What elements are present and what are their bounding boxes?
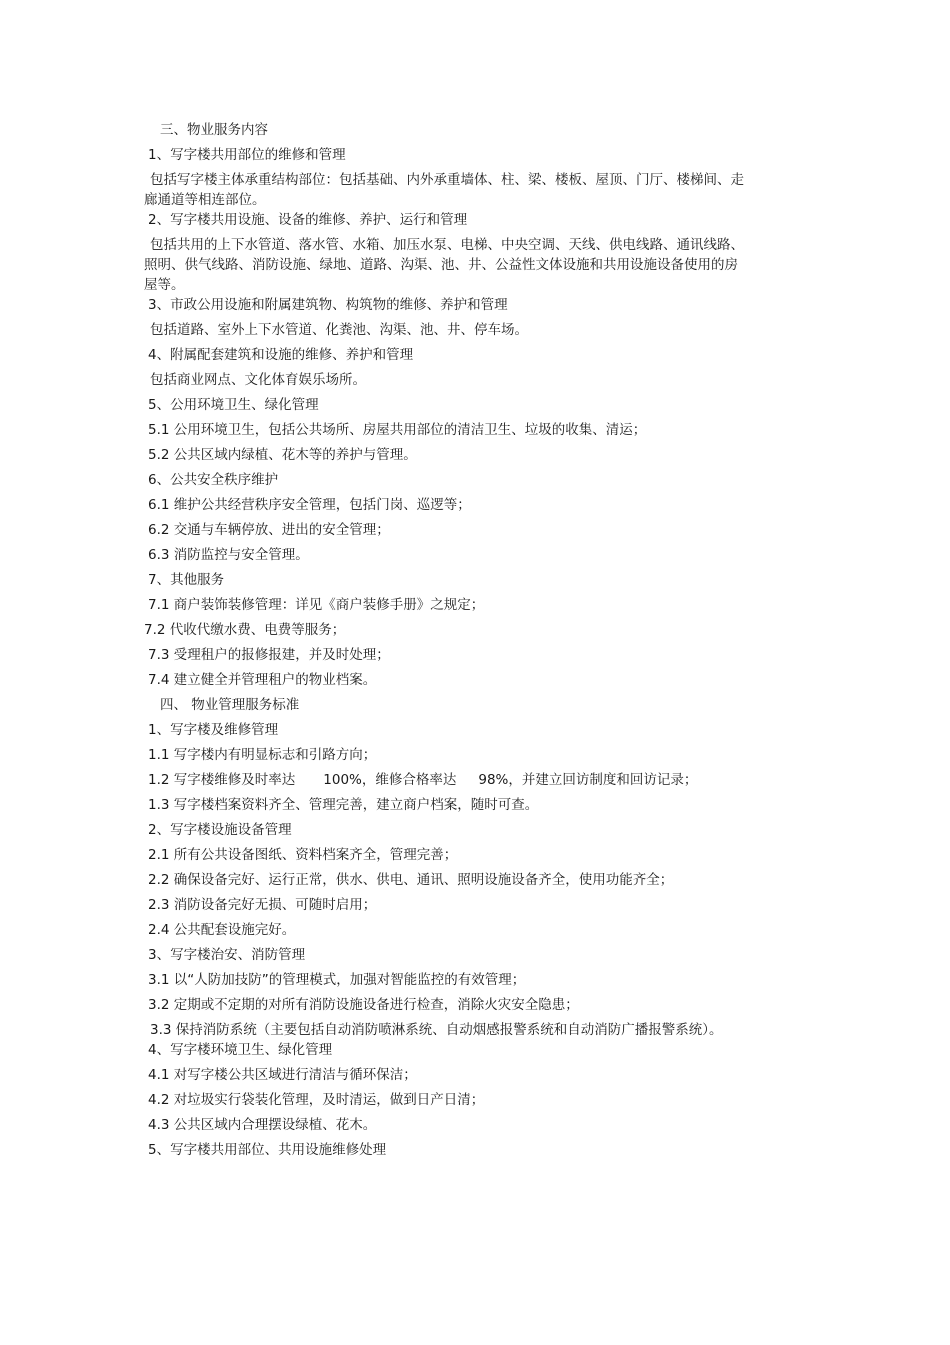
sub-item: 4.1 对写字楼公共区域进行清洁与循环保洁； [148, 1067, 417, 1083]
paragraph: 包括写字楼主体承重结构部位：包括基础、内外承重墙体、柱、梁、楼板、屋顶、门厅、楼梯间、走廊通道等相连部位。 [144, 172, 744, 208]
sub-item: 3.3 保持消防系统（主要包括自动消防喷淋系统、自动烟感报警系统和自动消防广播报警系统）。 [150, 1022, 723, 1038]
item-heading: 7、其他服务 [148, 572, 225, 588]
sub-item: 4.3 公共区域内合理摆设绿植、花木。 [148, 1117, 377, 1133]
document-body [0, 118, 950, 1163]
sub-item: 7.3 受理租户的报修报建，并及时处理； [148, 647, 390, 663]
sub-item: 1.1 写字楼内有明显标志和引路方向； [148, 747, 377, 763]
sub-item-rates [0, 768, 950, 793]
sub-item: 6.1 维护公共经营秩序安全管理，包括门岗、巡逻等； [148, 497, 471, 513]
sub-item: 6.2 交通与车辆停放、进出的安全管理； [148, 522, 390, 538]
sub-item: 1.3 写字楼档案资料齐全、管理完善，建立商户档案，随时可查。 [148, 797, 539, 813]
item-heading: 3、写字楼治安、消防管理 [148, 947, 306, 963]
paragraph: 包括共用的上下水管道、落水管、水箱、加压水泵、电梯、中央空调、天线、供电线路、通讯线路、照明、供气线路、消防设施、绿地、道路、沟渠、池、井、公益性文体设施和共用设施设备使用的房屋等。 [144, 237, 744, 293]
item-heading: 2、写字楼设施设备管理 [148, 822, 292, 838]
rate-text-1: 1.2 写字楼维修及时率达 [148, 772, 296, 788]
sub-item: 2.3 消防设备完好无损、可随时启用； [148, 897, 377, 913]
item-heading: 1、写字楼共用部位的维修和管理 [148, 147, 346, 163]
sub-item: 5.2 公共区域内绿植、花木等的养护与管理。 [148, 447, 417, 463]
sub-item: 5.1 公用环境卫生，包括公共场所、房屋共用部位的清洁卫生、垃圾的收集、清运； [148, 422, 647, 438]
sub-item: 3.1 以“人防加技防”的管理模式，加强对智能监控的有效管理； [148, 972, 526, 988]
section-heading-4: 四、 物业管理服务标准 [160, 697, 300, 713]
sub-item: 2.4 公共配套设施完好。 [148, 922, 296, 938]
section-heading-3: 三、物业服务内容 [160, 122, 268, 138]
rate-text-3: 98%，并建立回访制度和回访记录； [478, 772, 698, 788]
sub-item: 2.1 所有公共设备图纸、资料档案齐全，管理完善； [148, 847, 458, 863]
paragraph: 包括道路、室外上下水管道、化粪池、沟渠、池、井、停车场。 [150, 322, 528, 338]
sub-item: 2.2 确保设备完好、运行正常，供水、供电、通讯、照明设施设备齐全，使用功能齐全； [148, 872, 674, 888]
item-heading: 6、公共安全秩序维护 [148, 472, 279, 488]
sub-item: 7.2 代收代缴水费、电费等服务； [144, 622, 346, 638]
item-heading: 1、写字楼及维修管理 [148, 722, 279, 738]
sub-item: 6.3 消防监控与安全管理。 [148, 547, 309, 563]
item-heading: 2、写字楼共用设施、设备的维修、养护、运行和管理 [148, 212, 468, 228]
item-heading: 5、公用环境卫生、绿化管理 [148, 397, 319, 413]
sub-item: 7.1 商户装饰装修管理：详见《商户装修手册》之规定； [148, 597, 485, 613]
sub-item: 3.2 定期或不定期的对所有消防设施设备进行检查，消除火灾安全隐患； [148, 997, 579, 1013]
sub-item: 4.2 对垃圾实行袋装化管理，及时清运，做到日产日清； [148, 1092, 485, 1108]
rate-text-2: 100%，维修合格率达 [323, 772, 457, 788]
item-heading: 3、市政公用设施和附属建筑物、构筑物的维修、养护和管理 [148, 297, 508, 313]
item-heading: 4、写字楼环境卫生、绿化管理 [148, 1042, 333, 1058]
item-heading: 5、写字楼共用部位、共用设施维修处理 [148, 1142, 387, 1158]
sub-item: 7.4 建立健全并管理租户的物业档案。 [148, 672, 377, 688]
item-heading: 4、附属配套建筑和设施的维修、养护和管理 [148, 347, 414, 363]
paragraph: 包括商业网点、文化体育娱乐场所。 [150, 372, 366, 388]
